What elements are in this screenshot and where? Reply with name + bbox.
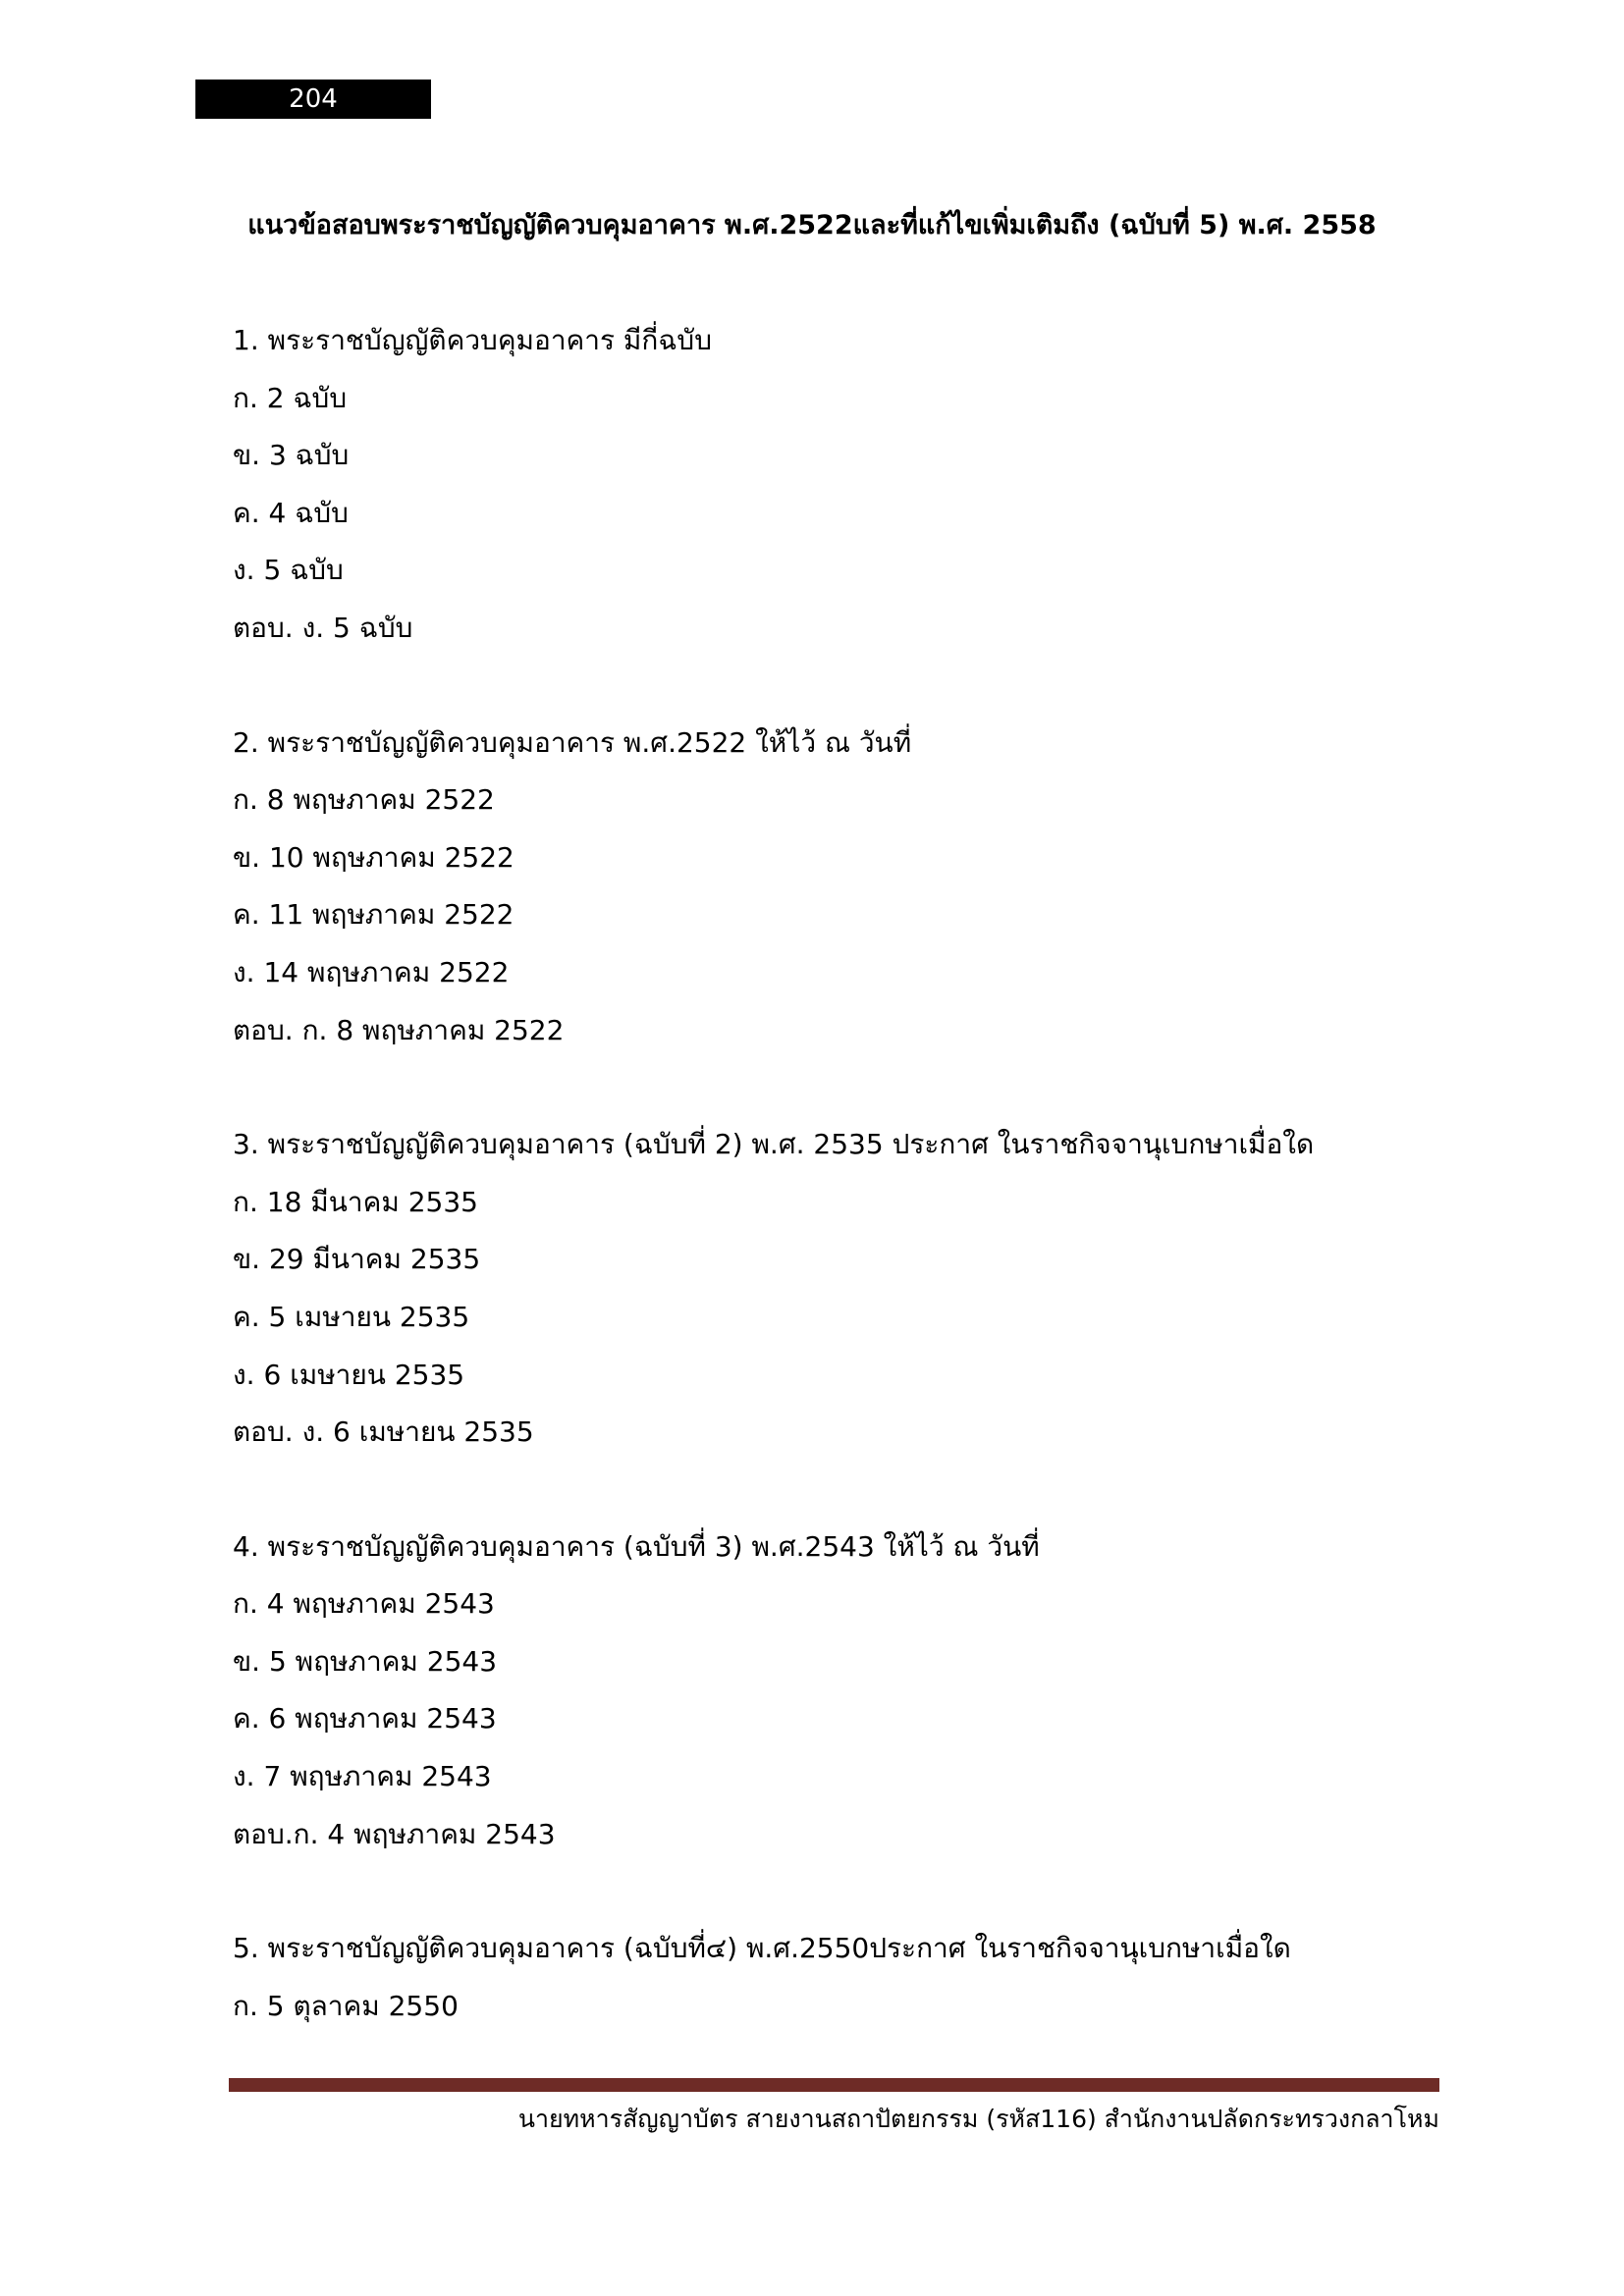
answer-line: ตอบ. ง. 5 ฉบับ bbox=[233, 611, 413, 644]
question-text: 4. พระราชบัญญัติควบคุมอาคาร (ฉบับที่ 3) พ.ศ.2543 ให้ไว้ ณ วันที่ bbox=[233, 1529, 1040, 1563]
footer-divider bbox=[229, 2078, 1439, 2092]
footer-text: นายทหารสัญญาบัตร สายงานสถาปัตยกรรม (รหัส116) สำนักงานปลัดกระทรวงกลาโหม bbox=[517, 2105, 1439, 2133]
question-2 bbox=[233, 715, 1450, 1060]
page-number: 204 bbox=[195, 80, 431, 119]
choice-c: ค. 4 ฉบับ bbox=[233, 496, 349, 529]
choice-a: ก. 4 พฤษภาคม 2543 bbox=[233, 1587, 495, 1621]
question-text: 1. พระราชบัญญัติควบคุมอาคาร มีกี่ฉบับ bbox=[233, 324, 712, 356]
choice-c: ค. 11 พฤษภาคม 2522 bbox=[233, 898, 514, 932]
question-text: 3. พระราชบัญญัติควบคุมอาคาร (ฉบับที่ 2) พ.ศ. 2535 ประกาศ ในราชกิจจานุเบกษาเมื่อใด bbox=[233, 1128, 1315, 1161]
answer-line: ตอบ.ก. 4 พฤษภาคม 2543 bbox=[233, 1817, 556, 1850]
choice-d: ง. 7 พฤษภาคม 2543 bbox=[233, 1760, 492, 1793]
page-title: แนวข้อสอบพระราชบัญญัติควบคุมอาคาร พ.ศ.2522และที่แก้ไขเพิ่มเติมถึง (ฉบับที่ 5) พ.ศ. 2558 bbox=[247, 210, 1377, 240]
question-text: 5. พระราชบัญญัติควบคุมอาคาร (ฉบับที่๔) พ.ศ.2550ประกาศ ในราชกิจจานุเบกษาเมื่อใด bbox=[233, 1932, 1291, 1965]
answer-line: ตอบ. ง. 6 เมษายน 2535 bbox=[233, 1415, 534, 1449]
choice-c: ค. 6 พฤษภาคม 2543 bbox=[233, 1702, 497, 1735]
choice-b: ข. 3 ฉบับ bbox=[233, 439, 350, 472]
choice-a: ก. 5 ตุลาคม 2550 bbox=[233, 1989, 459, 2022]
choice-d: ง. 5 ฉบับ bbox=[233, 554, 344, 587]
choice-b: ข. 10 พฤษภาคม 2522 bbox=[233, 840, 514, 874]
choice-c: ค. 5 เมษายน 2535 bbox=[233, 1300, 470, 1333]
question-1 bbox=[233, 312, 1450, 658]
question-4 bbox=[233, 1519, 1450, 1864]
question-5 bbox=[233, 1920, 1450, 2035]
choice-d: ง. 14 พฤษภาคม 2522 bbox=[233, 955, 510, 988]
choice-a: ก. 2 ฉบับ bbox=[233, 381, 348, 414]
choice-a: ก. 18 มีนาคม 2535 bbox=[233, 1185, 478, 1218]
question-list bbox=[233, 312, 1450, 2092]
choice-b: ข. 5 พฤษภาคม 2543 bbox=[233, 1644, 498, 1678]
answer-line: ตอบ. ก. 8 พฤษภาคม 2522 bbox=[233, 1013, 565, 1046]
choice-a: ก. 8 พฤษภาคม 2522 bbox=[233, 783, 495, 817]
choice-b: ข. 29 มีนาคม 2535 bbox=[233, 1243, 481, 1276]
question-text: 2. พระราชบัญญัติควบคุมอาคาร พ.ศ.2522 ให้ไว้ ณ วันที่ bbox=[233, 725, 912, 759]
question-3 bbox=[233, 1116, 1450, 1462]
choice-d: ง. 6 เมษายน 2535 bbox=[233, 1358, 465, 1391]
